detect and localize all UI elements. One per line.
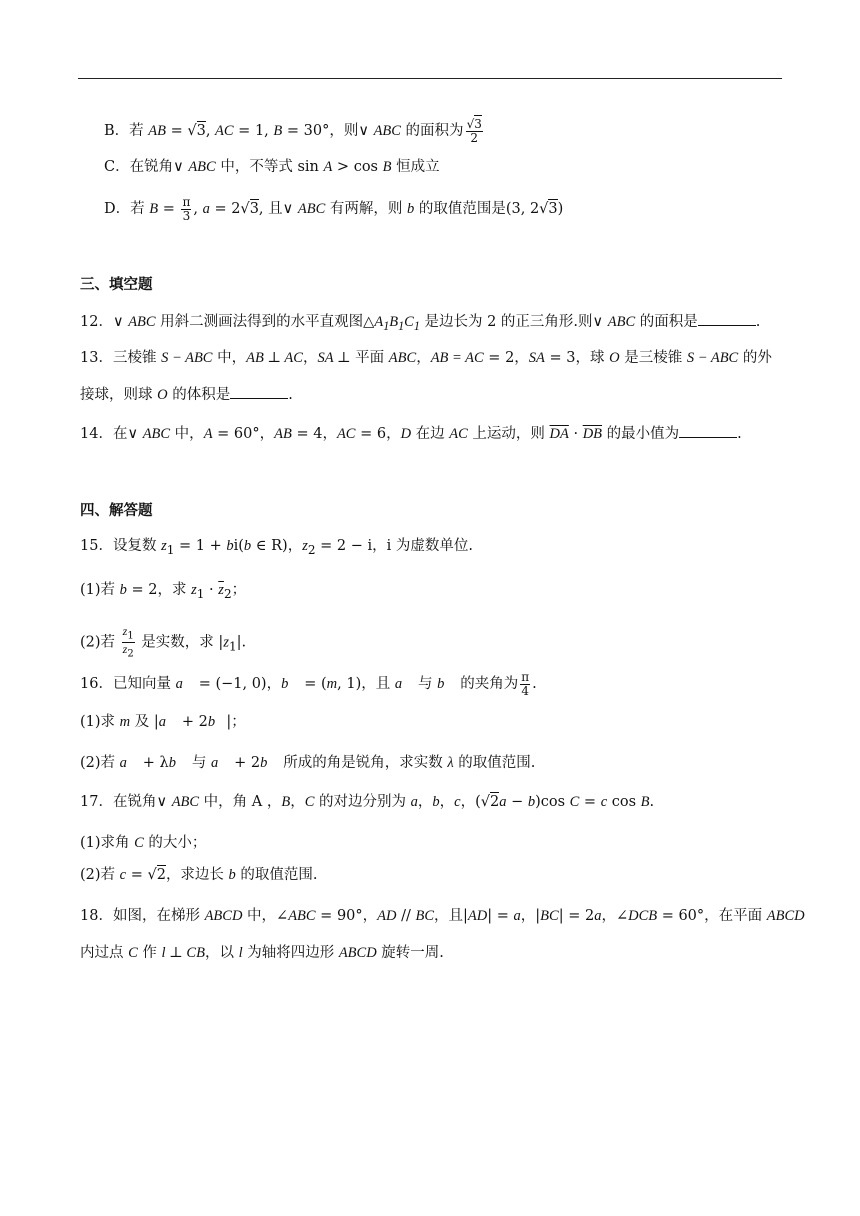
question-17: 17．在锐角∨ ABC 中，角 A ，B，C 的对边分别为 a，b，c，(√2a − b)cos C = c cos B. [80,794,655,810]
question-17-part-1: (1)求角 C 的大小； [80,835,207,851]
question-15-part-2: (2)若 $\frac{z_1}{z_2}$ 是实数，求 $|z_1|$. [80,624,247,660]
question-12: 12．∨ ABC 用斜二测画法得到的水平直观图$\triangle A_1B_1C_1$ 是边长为 2 的正三角形.则∨ ABC 的面积是 . [80,314,761,333]
option-b: B．若 AB = √3, AC = 1, B = 30°，则∨ ABC 的面积为 $\frac{√3}{2}$ [104,117,482,145]
question-14: 14．在∨ ABC 中，A = 60°，AB = 4，AC = 6，D 在边 AC 上运动，则 $\overline{DA} \cdot \overline{DB}$ 的最小值为 . [80,426,742,442]
question-15: 15．设复数 $z_1 = 1 + bi(b$ ∈ R)，$z_2 = 2 - i$，i 为虚数单位. [80,538,474,557]
option-c: C．在锐角∨ ABC 中，不等式 sin A > cos B 恒成立 [104,159,440,175]
question-13-cont: 接球，则球 O 的体积是 . [80,387,293,403]
question-18: 18．如图，在梯形 ABCD 中，∠ABC = 90°，AD // BC，且|AD| = a，|BC| = 2a，∠DCB = 60°，在平面 ABCD [80,908,805,924]
section-title-fill-in: 三、填空题 [80,277,153,293]
question-17-part-2: (2)若 c = √2，求边长 b 的取值范围. [80,867,318,883]
question-16-part-2: (2)若 a⃗ + λb⃗ 与 a⃗ + 2b⃗ 所成的角是锐角，求实数 λ 的取值范围. [80,755,536,771]
question-16-part-1: (1)求 m 及 |a⃗ + 2b⃗|； [80,714,246,730]
section-title-solve: 四、解答题 [80,503,153,519]
question-13: 13．三棱锥 S − ABC 中，AB ⊥ AC，SA ⊥ 平面 ABC，AB = AC = 2，SA = 3，球 O 是三棱锥 S − ABC 的外 [80,350,772,366]
header-rule [78,78,782,79]
option-d: D．若 B = $\frac{\pi}{3}$ , a = 2√3, 且∨ ABC 有两解，则 b 的取值范围是(3, 2√3) [104,195,564,223]
question-18-cont: 内过点 C 作 l ⊥ CB，以 l 为轴将四边形 ABCD 旋转一周. [80,945,444,961]
question-15-part-1: (1)若 b = 2，求 $z_1 \cdot \overline{z}_2$； [80,582,247,601]
question-16: 16．已知向量 a⃗ = (−1, 0)，b⃗ = (m, 1)，且 a⃗ 与 b⃗ 的夹角为 $\frac{\pi}{4}$ . [80,670,537,698]
